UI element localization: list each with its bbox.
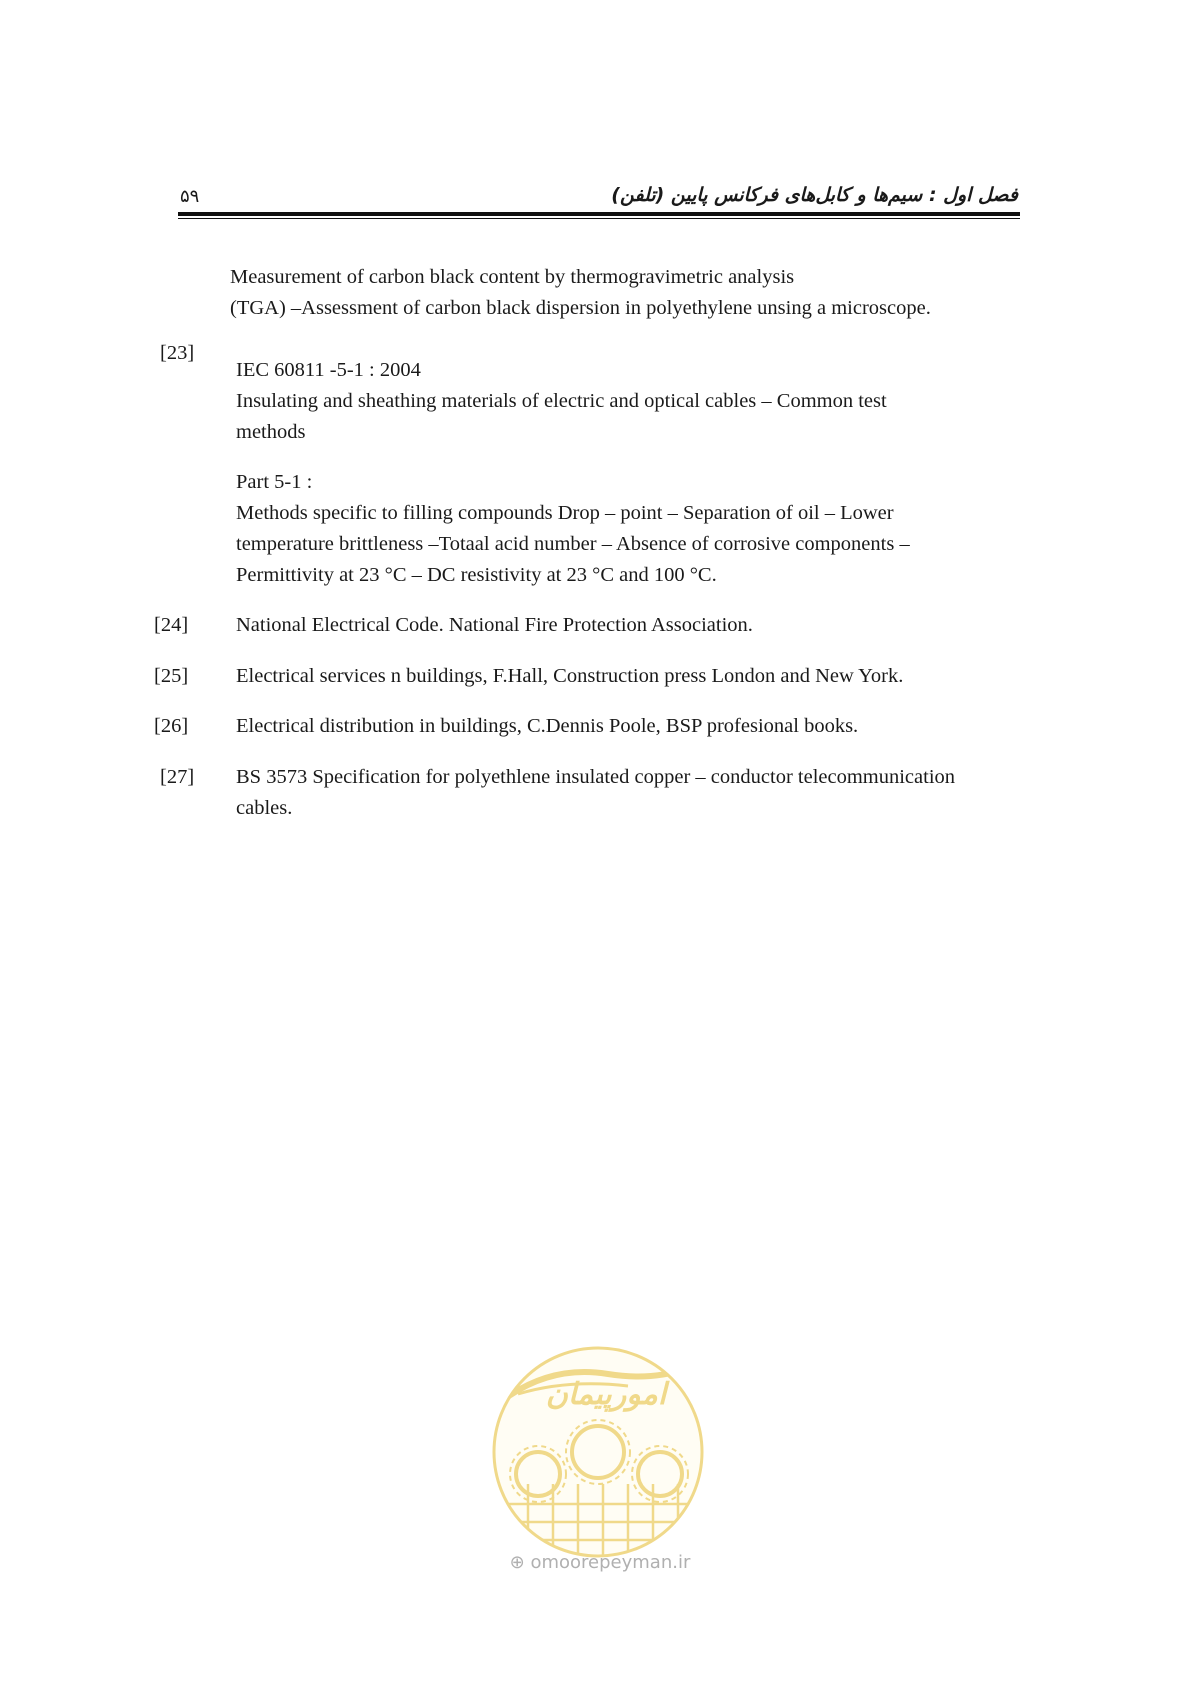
ref27-number: [27]	[160, 766, 195, 788]
ref23-number: [23]	[160, 342, 195, 364]
globe-icon: ⊕	[509, 1552, 525, 1573]
header-rule-thick	[178, 212, 1020, 216]
ref23-part: Part 5-1 :	[236, 471, 313, 493]
ref22-line1: Measurement of carbon black content by thermogravimetric analysis	[230, 266, 795, 288]
ref27-line1: BS 3573 Specification for polyethlene insulated copper – conductor telecommunication	[236, 766, 956, 788]
page-header	[178, 180, 1020, 216]
ref27-line2: cables.	[236, 797, 293, 819]
chapter-title: فصل اول : سیم‌ها و کابل‌های فرکانس پایین (تلفن)	[611, 184, 1018, 206]
header-rule-thin	[178, 218, 1020, 219]
watermark-url-text: omoorepeyman.ir	[530, 1552, 691, 1573]
page-number: ۵۹	[180, 186, 200, 207]
ref23-desc-line3: Permittivity at 23 °C – DC resistivity at 23 °C and 100 °C.	[236, 564, 717, 586]
ref23-standard: IEC 60811 -5-1 : 2004	[236, 359, 421, 381]
ref25-number: [25]	[154, 665, 189, 687]
ref23-desc-line2: temperature brittleness –Totaal acid number – Absence of corrosive components –	[236, 533, 910, 555]
ref26-number: [26]	[154, 715, 189, 737]
ref23-title-line2: methods	[236, 421, 306, 443]
ref23-title-line1: Insulating and sheathing materials of electric and optical cables – Common test	[236, 390, 887, 412]
ref23-desc-line1: Methods specific to filling compounds Drop – point – Separation of oil – Lower	[236, 502, 894, 524]
ref24-text: National Electrical Code. National Fire Protection Association.	[236, 614, 753, 636]
ref24-number: [24]	[154, 614, 189, 636]
watermark-logo	[488, 1334, 708, 1574]
ref22-line2: (TGA) –Assessment of carbon black dispersion in polyethylene unsing a microscope.	[230, 297, 931, 319]
watermark-url	[500, 1552, 700, 1573]
ref26-text: Electrical distribution in buildings, C.Dennis Poole, BSP profesional books.	[236, 715, 859, 737]
ref25-text: Electrical services n buildings, F.Hall, Construction press London and New York.	[236, 665, 904, 687]
watermark-logo-text: امورپیمان	[545, 1377, 667, 1412]
